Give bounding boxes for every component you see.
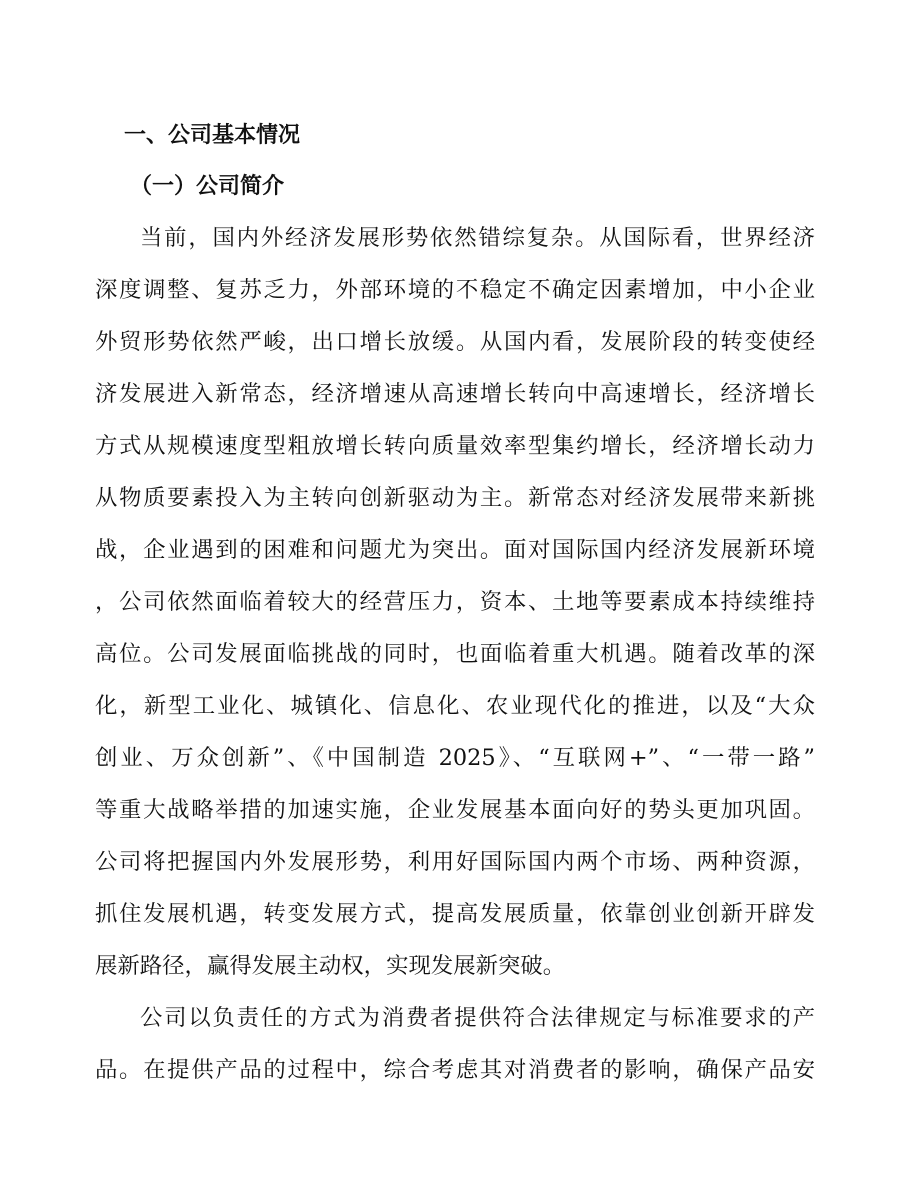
paragraph-line: 深度调整、复苏乏力，外部环境的不稳定不确定因素增加，中小企业: [95, 277, 815, 303]
paragraph-line: 等重大战略举措的加速实施，企业发展基本面向好的势头更加巩固。: [95, 797, 815, 823]
paragraph-line: 当前，国内外经济发展形势依然错综复杂。从国际看，世界经济: [140, 225, 815, 251]
paragraph-line: 战，企业遇到的困难和问题尤为突出。面对国际国内经济发展新环境: [95, 537, 815, 563]
paragraph-company-intro: [95, 212, 815, 992]
paragraph-line: 化，新型工业化、城镇化、信息化、农业现代化的推进，以及“大众: [95, 693, 815, 719]
paragraph-line: 高位。公司发展面临挑战的同时，也面临着重大机遇。随着改革的深: [95, 641, 815, 667]
paragraph-line: ，公司依然面临着较大的经营压力，资本、土地等要素成本持续维持: [95, 589, 815, 615]
paragraph-line: 从物质要素投入为主转向创新驱动为主。新常态对经济发展带来新挑: [95, 485, 815, 511]
paragraph-line: 创业、万众创新”、《中国制造 2025》、“互联网+”、“一带一路”: [95, 745, 815, 771]
section-heading: 一、公司基本情况: [124, 123, 301, 148]
paragraph-line: 外贸形势依然严峻，出口增长放缓。从国内看，发展阶段的转变使经: [95, 329, 815, 355]
paragraph-line: 公司以负责任的方式为消费者提供符合法律规定与标准要求的产: [140, 1005, 815, 1031]
paragraph-line: 公司将把握国内外发展形势，利用好国际国内两个市场、两种资源，: [95, 849, 815, 875]
paragraph-line: 方式从规模速度型粗放增长转向质量效率型集约增长，经济增长动力: [95, 433, 815, 459]
paragraph-product-responsibility: [95, 992, 815, 1096]
paragraph-line: 品。在提供产品的过程中，综合考虑其对消费者的影响，确保产品安: [95, 1057, 815, 1083]
paragraph-line: 济发展进入新常态，经济增速从高速增长转向中高速增长，经济增长: [95, 381, 815, 407]
subsection-heading: （一）公司简介: [130, 173, 285, 199]
paragraph-line: 抓住发展机遇，转变发展方式，提高发展质量，依靠创业创新开辟发: [95, 901, 815, 927]
paragraph-line: 展新路径，赢得发展主动权，实现发展新突破。: [95, 953, 566, 979]
